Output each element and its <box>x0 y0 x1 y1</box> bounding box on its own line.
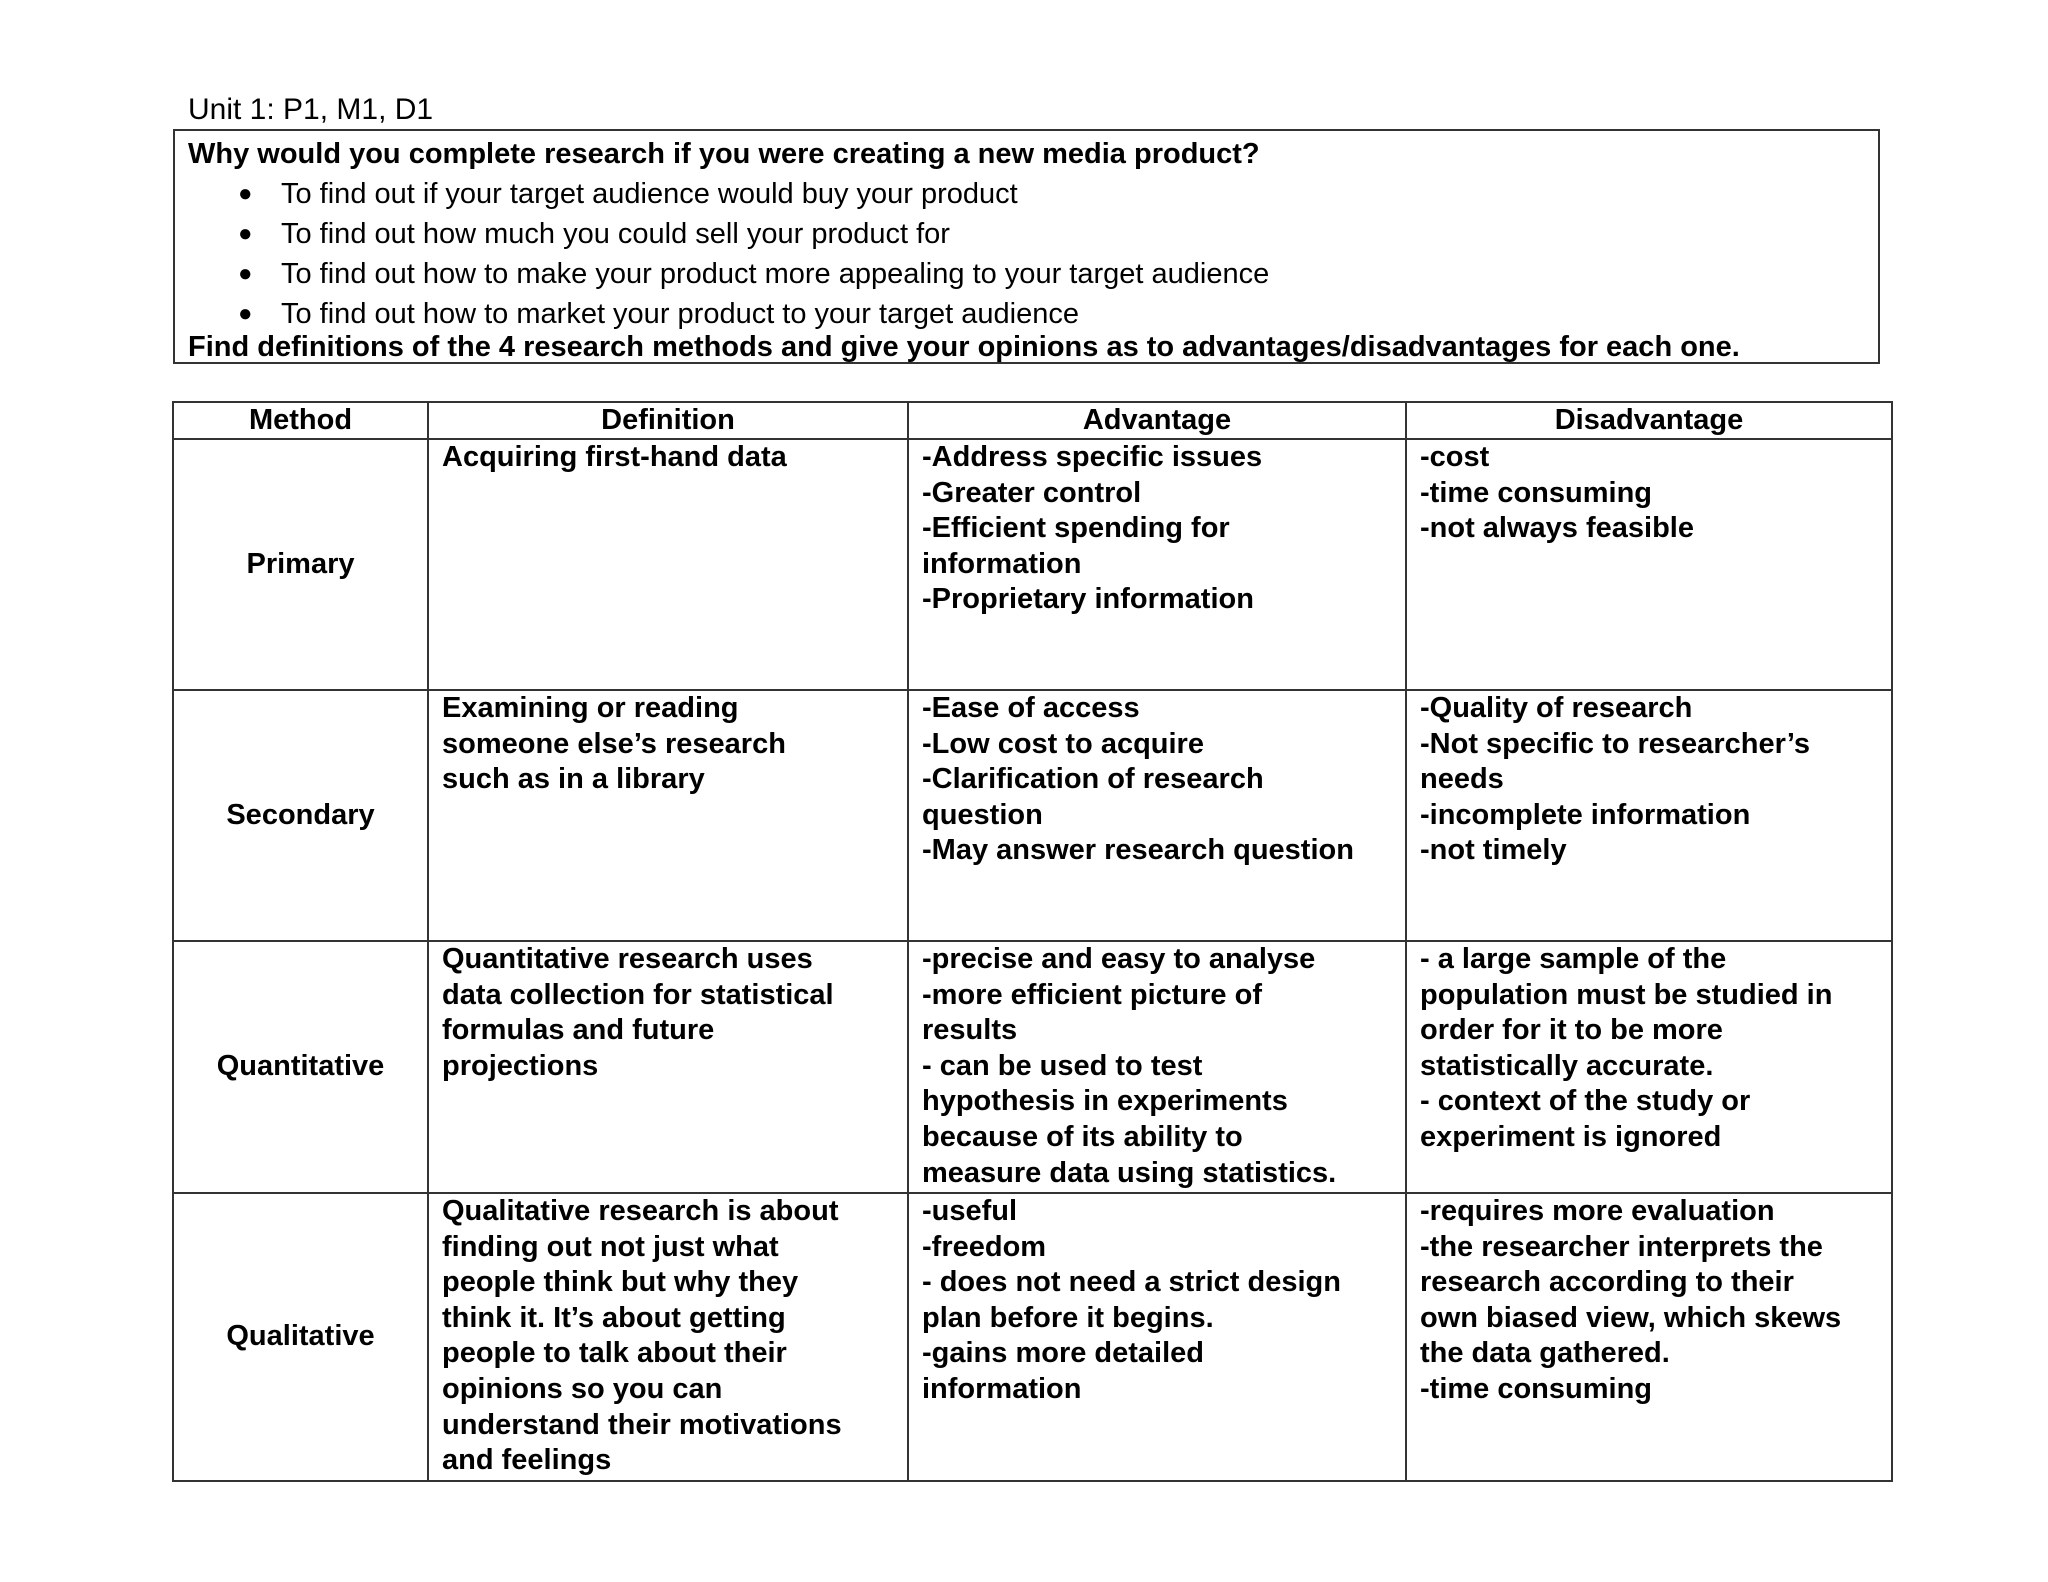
intro-bullet-list <box>175 174 1269 334</box>
cell-line: -precise and easy to analyse <box>922 943 1316 975</box>
intro-box <box>173 129 1880 364</box>
bullet-icon: ● <box>238 300 253 327</box>
cell-line: -gains more detailed <box>922 1337 1205 1370</box>
cell-line: finding out not just what <box>442 1230 779 1263</box>
cell-line: formulas and future <box>442 1014 715 1047</box>
intro-instruction: Find definitions of the 4 research methods and give your opinions as to advantages/disadvantages for each one. <box>188 331 1740 363</box>
definition-cell <box>428 439 908 690</box>
cell-line: -Quality of research <box>1420 692 1693 724</box>
cell-line: -Not specific to researcher’s <box>1420 727 1811 760</box>
advantage-cell <box>908 439 1406 690</box>
advantage-cell <box>908 1193 1406 1481</box>
cell-line: question <box>922 798 1043 831</box>
cell-line: -more efficient picture of <box>922 978 1262 1011</box>
cell-line: Qualitative research is about <box>442 1195 839 1227</box>
cell-line: results <box>922 1014 1018 1047</box>
table-row <box>173 1193 1892 1481</box>
bullet-item <box>175 214 1269 254</box>
cell-line: - a large sample of the <box>1420 943 1727 975</box>
cell-line: someone else’s research <box>442 727 786 760</box>
cell-line: -Low cost to acquire <box>922 727 1204 760</box>
bullet-icon: ● <box>238 260 253 287</box>
cell-line: information <box>922 547 1082 580</box>
table-row <box>173 439 1892 690</box>
cell-line: plan before it begins. <box>922 1301 1214 1334</box>
column-header-advantage: Advantage <box>908 402 1406 439</box>
cell-line: - can be used to test <box>922 1049 1203 1082</box>
cell-line: needs <box>1420 763 1504 796</box>
cell-line: -incomplete information <box>1420 798 1751 831</box>
column-header-disadvantage: Disadvantage <box>1406 402 1892 439</box>
cell-line: data collection for statistical <box>442 978 834 1011</box>
cell-line: -time consuming <box>1420 476 1653 509</box>
cell-line: hypothesis in experiments <box>922 1085 1288 1118</box>
bullet-item <box>175 174 1269 214</box>
cell-line: -useful <box>922 1195 1018 1227</box>
cell-line: projections <box>442 1049 599 1082</box>
cell-line: people think but why they <box>442 1266 799 1299</box>
bullet-text: To find out how to make your product more appealing to your target audience <box>281 258 1270 290</box>
bullet-icon: ● <box>238 180 253 207</box>
definition-cell <box>428 1193 908 1481</box>
unit-heading: Unit 1: P1, M1, D1 <box>188 93 434 126</box>
cell-line: and feelings <box>442 1444 612 1477</box>
cell-line: -Clarification of research <box>922 763 1264 796</box>
table-row <box>173 690 1892 941</box>
cell-line: -Ease of access <box>922 692 1140 724</box>
bullet-text: To find out how much you could sell your product for <box>281 218 950 250</box>
cell-line: experiment is ignored <box>1420 1120 1722 1153</box>
disadvantage-cell <box>1406 941 1892 1193</box>
cell-line: -requires more evaluation <box>1420 1195 1775 1227</box>
cell-line: own biased view, which skews <box>1420 1301 1842 1334</box>
table-header-row <box>173 402 1892 439</box>
cell-line: measure data using statistics. <box>922 1156 1337 1189</box>
cell-line: -cost <box>1420 441 1490 473</box>
method-cell: Secondary <box>173 690 428 941</box>
column-header-method: Method <box>173 402 428 439</box>
method-cell: Qualitative <box>173 1193 428 1481</box>
cell-line: population must be studied in <box>1420 978 1833 1011</box>
method-cell: Quantitative <box>173 941 428 1193</box>
cell-line: Quantitative research uses <box>442 943 813 975</box>
cell-line: -not timely <box>1420 834 1567 867</box>
cell-line: understand their motivations <box>442 1408 842 1441</box>
definition-cell <box>428 941 908 1193</box>
cell-line: Acquiring first-hand data <box>442 441 787 473</box>
cell-line: opinions so you can <box>442 1372 723 1405</box>
intro-question: Why would you complete research if you were creating a new media product? <box>188 138 1260 170</box>
cell-line: such as in a library <box>442 763 705 796</box>
cell-line: because of its ability to <box>922 1120 1243 1153</box>
bullet-icon: ● <box>238 220 253 247</box>
cell-line: - context of the study or <box>1420 1085 1751 1118</box>
definition-cell <box>428 690 908 941</box>
cell-line: - does not need a strict design <box>922 1266 1341 1299</box>
cell-line: -Address specific issues <box>922 441 1263 473</box>
cell-line: think it. It’s about getting <box>442 1301 786 1334</box>
advantage-cell <box>908 941 1406 1193</box>
cell-line: -the researcher interprets the <box>1420 1230 1823 1263</box>
cell-line: statistically accurate. <box>1420 1049 1714 1082</box>
column-header-definition: Definition <box>428 402 908 439</box>
cell-line: Examining or reading <box>442 692 739 724</box>
cell-line: the data gathered. <box>1420 1337 1670 1370</box>
cell-line: -Proprietary information <box>922 583 1254 616</box>
table-row <box>173 941 1892 1193</box>
bullet-item <box>175 254 1269 294</box>
cell-line: research according to their <box>1420 1266 1794 1299</box>
cell-line: -not always feasible <box>1420 512 1694 545</box>
cell-line: people to talk about their <box>442 1337 787 1370</box>
cell-line: -freedom <box>922 1230 1047 1263</box>
cell-line: -time consuming <box>1420 1372 1653 1405</box>
disadvantage-cell <box>1406 439 1892 690</box>
bullet-item <box>175 294 1269 334</box>
cell-line: -Efficient spending for <box>922 512 1230 545</box>
advantage-cell <box>908 690 1406 941</box>
cell-line: -May answer research question <box>922 834 1354 867</box>
cell-line: order for it to be more <box>1420 1014 1723 1047</box>
cell-line: -Greater control <box>922 476 1142 509</box>
disadvantage-cell <box>1406 1193 1892 1481</box>
cell-line: information <box>922 1372 1082 1405</box>
disadvantage-cell <box>1406 690 1892 941</box>
research-methods-table <box>172 401 1893 1482</box>
bullet-text: To find out if your target audience would buy your product <box>281 178 1018 210</box>
bullet-text: To find out how to market your product to your target audience <box>281 298 1079 330</box>
method-cell: Primary <box>173 439 428 690</box>
